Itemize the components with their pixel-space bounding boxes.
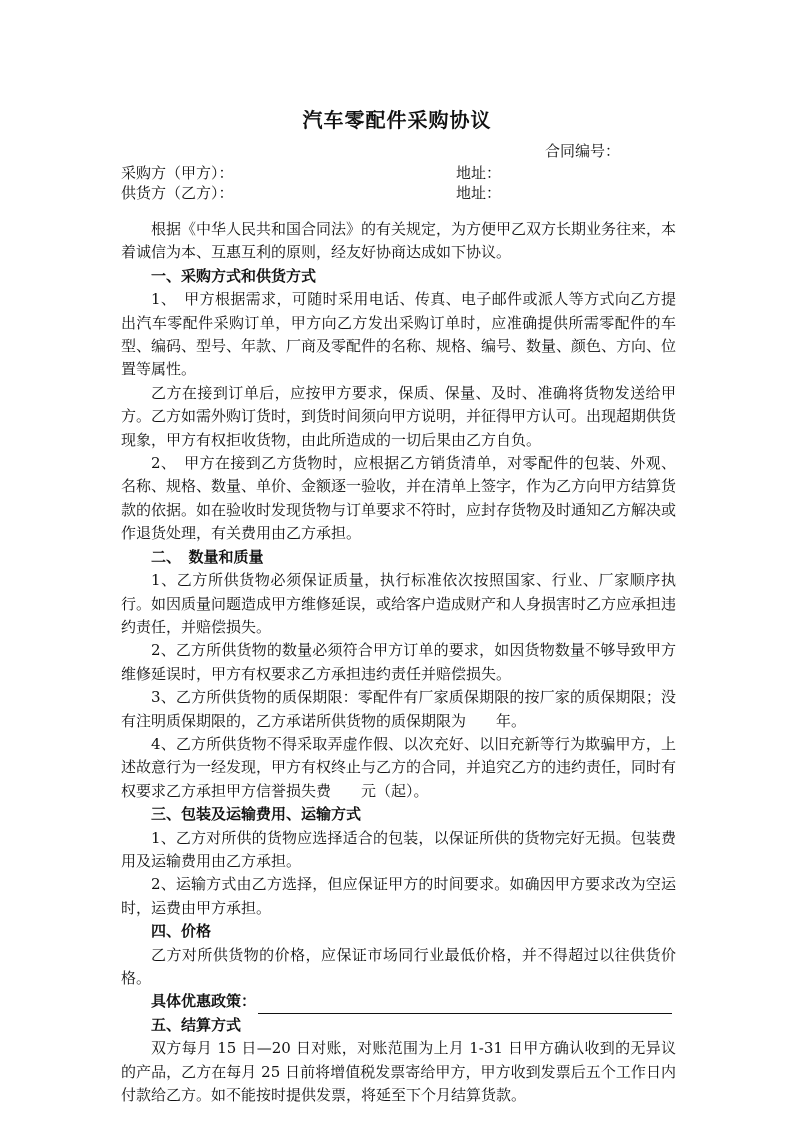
intro-paragraph: 根据《中华人民共和国合同法》的有关规定，为方便甲乙双方长期业务往来，本着诚信为本、互惠互利的原则，经友好协商达成如下协议。	[121, 220, 677, 262]
section-2-clause-3	[121, 686, 676, 733]
section-1-clause-1: 1、 甲方根据需求，可随时采用电话、传真、电子邮件或派人等方式向乙方提出汽车零配件采购订单，甲方向乙方发出采购订单时，应准确提供所需零配件的车型、编码、型号、年款、厂商及零配件的名称、规格、编号、数量、颜色、方向、位置等属性。	[121, 290, 677, 379]
document-title: 汽车零配件采购协议	[302, 108, 492, 132]
warranty-text: 3、乙方所供货物的质保期限：零配件有厂家质保期限的按厂家的质保期限；没有注明质保期限的，乙方承诺所供货物的质保期限为	[121, 688, 676, 730]
section-4-clause-1: 乙方对所供货物的价格，应保证市场同行业最低价格，并不得超过以往供货价格。	[121, 945, 676, 987]
section-1-clause-1-continued: 乙方在接到订单后，应按甲方要求，保质、保量、及时、准确将货物发送给甲方。乙方如需外购订货时，到货时间须向甲方说明，并征得甲方认可。出现超期供货现象，甲方有权拒收货物，由此所造成的一切后果由乙方自负。	[121, 383, 677, 449]
contract-number-label: 合同编号：	[545, 142, 621, 160]
section-3-clause-1: 1、乙方对所供的货物应选择适合的包装，以保证所供的货物完好无损。包装费用及运输费用由乙方承担。	[121, 828, 676, 870]
section-3-heading: 三、包装及运输费用、运输方式	[151, 805, 362, 824]
buyer-label: 采购方（甲方）：	[121, 164, 234, 182]
supplier-label: 供货方（乙方）：	[121, 184, 234, 202]
section-1-heading: 一、采购方式和供货方式	[151, 266, 317, 285]
section-2-clause-1: 1、乙方所供货物必须保证质量，执行标准依次按照国家、行业、厂家顺序执行。如因质量问题造成甲方维修延误，或给客户造成财产和人身损害时乙方应承担违约责任，并赔偿损失。	[121, 571, 677, 636]
section-2-heading: 二、 数量和质量	[151, 547, 264, 566]
contract-body	[121, 218, 676, 1107]
section-5-clause-1: 双方每月 15 日—20 日对账，对账范围为上月 1-31 日甲方确认收到的无异议的产品，乙方在每月 25 日前将增值税发票寄给甲方，甲方收到发票后五个工作日内付款给乙方。如不能按时提供发票，将延至下个月结算货款。	[121, 1039, 676, 1105]
section-2-clause-4	[121, 733, 676, 803]
supplier-address-label: 地址：	[456, 184, 502, 202]
section-4-heading: 四、价格	[151, 922, 212, 941]
discount-policy-row	[121, 990, 676, 1013]
section-3-clause-2: 2、运输方式由乙方选择，但应保证甲方的时间要求。如确因甲方要求改为空运时，运费由甲方承担。	[121, 875, 676, 917]
warranty-years-unit: 年。	[496, 711, 527, 730]
section-2-clause-2: 2、乙方所供货物的数量必须符合甲方订单的要求，如因货物数量不够导致甲方维修延误时，甲方有权要求乙方承担违约责任并赔偿损失。	[121, 641, 676, 683]
buyer-address-label: 地址：	[456, 164, 502, 182]
penalty-unit: 元（起）。	[361, 781, 429, 800]
discount-policy-label: 具体优惠政策：	[151, 992, 257, 1011]
discount-policy-blank-line	[258, 995, 672, 1014]
section-5-heading: 五、结算方式	[151, 1015, 242, 1034]
section-1-clause-2: 2、 甲方在接到乙方货物时，应根据乙方销货清单，对零配件的包装、外观、名称、规格、数量、单价、金额逐一验收，并在清单上签字，作为乙方向甲方结算货款的依据。如在验收时发现货物与订单要求不符时，应封存货物及时通知乙方解决或作退货处理，有关费用由乙方承担。	[121, 454, 677, 543]
penalty-text: 4、乙方所供货物不得采取弄虚作假、以次充好、以旧充新等行为欺骗甲方，上述故意行为一经发现，甲方有权终止与乙方的合同，并追究乙方的违约责任，同时有权要求乙方承担甲方信誉损失费	[121, 734, 677, 800]
